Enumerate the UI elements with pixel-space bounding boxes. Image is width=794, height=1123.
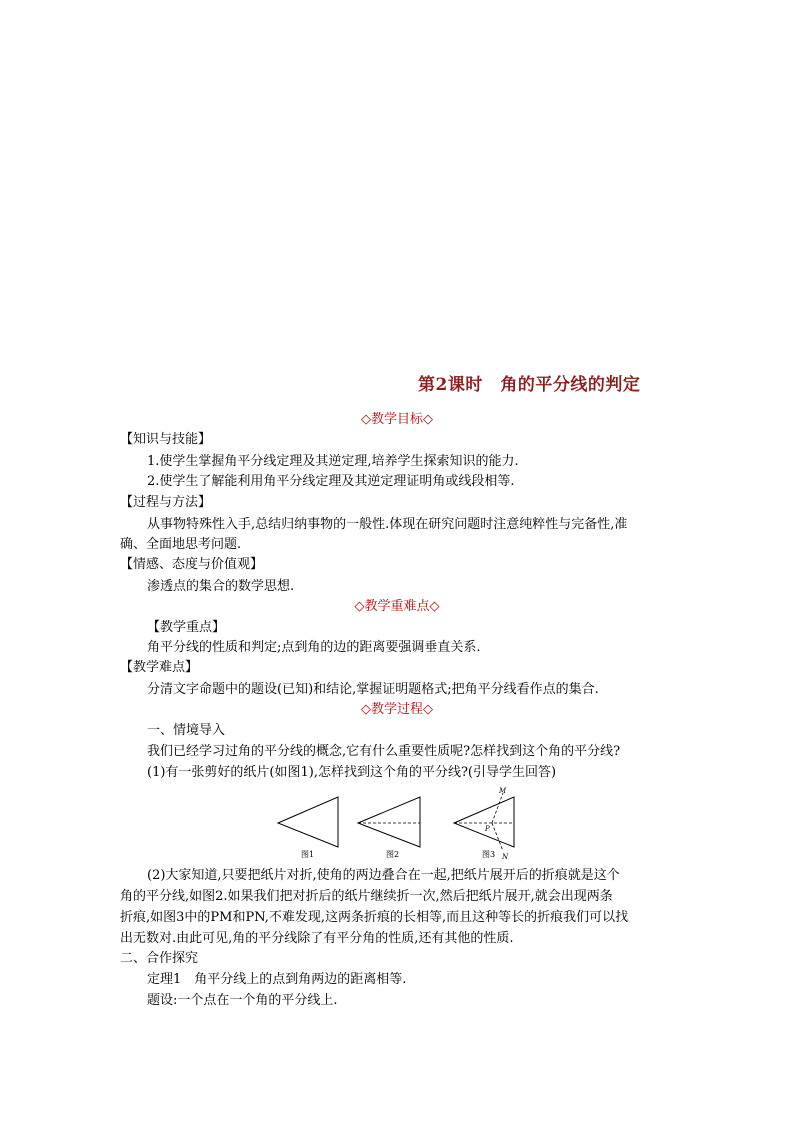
focus-heading: 【教学重点】 (147, 620, 226, 635)
emotion-line-1: 渗透点的集合的数学思想. (147, 579, 295, 594)
figures-svg (270, 785, 530, 865)
figure-3-fold-pn (492, 823, 503, 851)
knowledge-heading: 【知识与技能】 (120, 432, 212, 447)
para2-line-1: (2)大家知道,只要把纸片对折,使角的两边叠合在一起,把纸片展开后的折痕就是这个 (147, 868, 620, 883)
knowledge-item-1: 1.使学生掌握角平分线定理及其逆定理,培养学生探索知识的能力. (147, 454, 519, 469)
knowledge-item-2: 2.使学生了解能利用角平分线定理及其逆定理证明角或线段相等. (147, 474, 515, 489)
emotion-heading: 【情感、态度与价值观】 (120, 557, 264, 572)
method-line-2: 确、全面地思考问题. (120, 537, 242, 552)
method-line-1: 从事物特殊性入手,总结归纳事物的一般性.体现在研究问题时注意纯粹性与完备性,准 (147, 517, 628, 532)
section-key-points: ◇教学重难点◇ (354, 599, 440, 614)
figure-3-label-n: N (502, 853, 509, 861)
figure-2-triangle (358, 797, 420, 847)
intro-heading: 一、情境导入 (147, 723, 226, 738)
coop-heading: 二、合作探究 (120, 951, 199, 966)
figure-3-triangle (454, 797, 514, 847)
difficulty-line-1: 分清文字命题中的题设(已知)和结论,掌握证明题格式;把角平分线看作点的集合. (147, 682, 599, 697)
intro-line-1: 我们已经学习过角的平分线的概念,它有什么重要性质呢?怎样找到这个角的平分线? (147, 744, 621, 759)
figure-3-label-p: P (485, 825, 490, 833)
figure-3-fold-pm (492, 793, 503, 823)
paper-fold-figures (270, 785, 530, 865)
focus-line-1: 角平分线的性质和判定;点到角的边的距离要强调垂直关系. (147, 640, 481, 655)
figure-3-label-m: M (499, 787, 507, 795)
theorem-1: 定理1 角平分线上的点到角两边的距离相等. (147, 972, 407, 987)
figure-1-caption: 图1 (301, 850, 315, 859)
premise-line: 题设:一个点在一个角的平分线上. (147, 993, 338, 1008)
intro-line-2: (1)有一张剪好的纸片(如图1),怎样找到这个角的平分线?(引导学生回答) (147, 765, 557, 780)
section-objectives: ◇教学目标◇ (361, 412, 433, 427)
lesson-title: 第2课时 角的平分线的判定 (418, 375, 641, 395)
figure-1-triangle (278, 797, 338, 847)
para2-line-4: 出无数对.由此可见,角的平分线除了有平分角的性质,还有其他的性质. (120, 931, 514, 946)
para2-line-3: 折痕,如图3中的PM和PN,不难发现,这两条折痕的长相等,而且这种等长的折痕我们可以找 (120, 910, 629, 925)
method-heading: 【过程与方法】 (120, 495, 212, 510)
section-process: ◇教学过程◇ (361, 702, 433, 717)
figure-3-caption: 图3 (482, 850, 496, 859)
difficulty-heading: 【教学难点】 (120, 660, 199, 675)
para2-line-2: 角的平分线,如图2.如果我们把对折后的纸片继续折一次,然后把纸片展开,就会出现两条 (120, 889, 613, 904)
figure-2-caption: 图2 (386, 850, 400, 859)
